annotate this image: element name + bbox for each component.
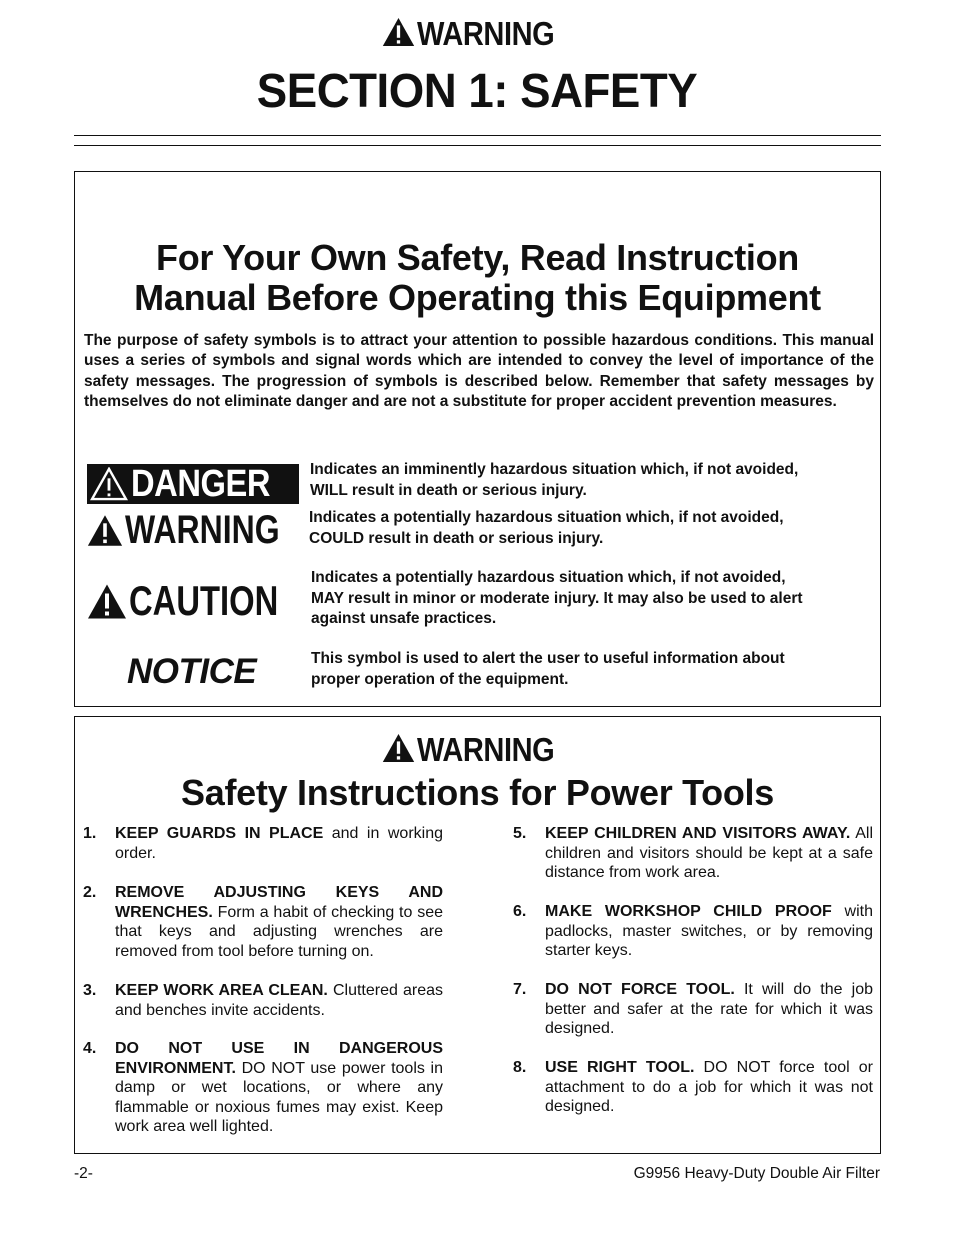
instruction-item-8 bbox=[513, 1058, 873, 1118]
item-number: 7. bbox=[513, 981, 527, 998]
power-tools-box bbox=[74, 716, 881, 1154]
section-title: SECTION 1: SAFETY bbox=[256, 65, 698, 118]
instruction-item-1 bbox=[83, 824, 443, 864]
caution-desc-line3: against unsafe practices. bbox=[311, 610, 497, 627]
warning-word: WARNING bbox=[125, 507, 280, 552]
instruction-item-2 bbox=[83, 883, 443, 963]
item-number: 1. bbox=[83, 825, 97, 842]
item-text: with padlocks, master switches, or by removing starter keys. bbox=[545, 903, 873, 960]
box2-warning-header bbox=[75, 730, 880, 770]
item-heading: MAKE WORKSHOP CHILD PROOF bbox=[545, 903, 832, 920]
item-text: It will do the job better and safer at the rate for which it was designed. bbox=[545, 981, 873, 1038]
item-number: 8. bbox=[513, 1059, 527, 1076]
notice-desc-line2: proper operation of the equipment. bbox=[311, 670, 569, 688]
box2-warning-word: WARNING bbox=[417, 731, 555, 768]
caution-triangle-icon bbox=[87, 583, 127, 620]
box1-warning-header bbox=[75, 14, 880, 54]
danger-label bbox=[87, 464, 299, 504]
item-text: All children and visitors should be kept at a safe distance from work area. bbox=[545, 825, 874, 882]
warning-desc-line1: Indicates a potentially hazardous situation which, if not avoided, bbox=[309, 509, 784, 526]
item-text: and in working order. bbox=[115, 825, 443, 862]
item-number: 4. bbox=[83, 1040, 97, 1057]
purpose-paragraph: The purpose of safety symbols is to attract your attention to possible hazardous conditions. This manual uses a series of symbols and signal words which are intended to convey the level of importance of the safety messages. The progression of symbols is described below. Remember that safety messages by themselves do not eliminate danger and are not a substitute for proper accident prevention measures. bbox=[84, 332, 874, 410]
danger-word: DANGER bbox=[131, 462, 271, 505]
instruction-item-3 bbox=[83, 981, 443, 1021]
footer-product-name: G9956 Heavy-Duty Double Air Filter bbox=[633, 1165, 880, 1182]
danger-desc-line1: Indicates an imminently hazardous situation which, if not avoided, bbox=[310, 461, 799, 478]
item-heading: KEEP CHILDREN AND VISITORS AWAY. bbox=[545, 825, 851, 842]
box2-title: Safety Instructions for Power Tools bbox=[181, 772, 774, 813]
box1-title-line2: Manual Before Operating this Equipment bbox=[134, 277, 821, 318]
item-number: 2. bbox=[83, 884, 97, 901]
item-number: 6. bbox=[513, 903, 527, 920]
title-rule-bottom bbox=[74, 145, 881, 146]
footer-page-number: -2- bbox=[74, 1165, 93, 1182]
item-heading: KEEP WORK AREA CLEAN. bbox=[115, 982, 328, 999]
notice-label: NOTICE bbox=[127, 652, 257, 691]
box1-title-line1: For Your Own Safety, Read Instruction bbox=[156, 237, 799, 278]
caution-description bbox=[311, 568, 803, 630]
caution-label bbox=[87, 577, 320, 625]
item-heading: REMOVE ADJUSTING KEYS AND WRENCHES. bbox=[115, 884, 443, 921]
item-text: Cluttered areas and benches invite accidents. bbox=[115, 982, 443, 1019]
caution-desc-line2: MAY result in minor or moderate injury. It may also be used to alert bbox=[311, 589, 803, 607]
instruction-item-6 bbox=[513, 902, 873, 962]
notice-description bbox=[311, 649, 785, 690]
danger-desc-line2: WILL result in death or serious injury. bbox=[310, 481, 587, 499]
warning-desc-line2: COULD result in death or serious injury. bbox=[309, 529, 604, 547]
danger-triangle-icon bbox=[90, 467, 128, 501]
danger-description bbox=[310, 460, 798, 501]
warning-triangle-icon bbox=[382, 17, 415, 47]
caution-word: CAUTION bbox=[129, 577, 279, 624]
title-rule-top bbox=[74, 135, 881, 136]
item-heading: DO NOT USE IN DANGEROUS ENVIRONMENT. bbox=[115, 1040, 443, 1077]
item-heading: KEEP GUARDS IN PLACE bbox=[115, 825, 324, 842]
caution-desc-line1: Indicates a potentially hazardous situation which, if not avoided, bbox=[311, 569, 786, 586]
warning-description bbox=[309, 508, 784, 549]
warning-label-triangle-icon bbox=[87, 514, 123, 547]
item-number: 5. bbox=[513, 825, 527, 842]
item-text: DO NOT force tool or attachment to do a job for which it was not designed. bbox=[545, 1059, 873, 1116]
instruction-item-5 bbox=[513, 824, 873, 884]
box1-warning-word: WARNING bbox=[417, 15, 555, 52]
item-text: Form a habit of checking to see that keys and adjusting wrenches are removed from tool before turning on. bbox=[115, 903, 443, 960]
instruction-item-7 bbox=[513, 980, 873, 1040]
item-text: DO NOT use power tools in damp or wet locations, or where any flammable or noxious fumes may exist. Keep work area well lighted. bbox=[115, 1059, 443, 1136]
item-number: 3. bbox=[83, 982, 97, 999]
item-heading: DO NOT FORCE TOOL. bbox=[545, 981, 735, 998]
warning-triangle-icon bbox=[382, 733, 415, 763]
notice-desc-line1: This symbol is used to alert the user to useful information about bbox=[311, 650, 785, 667]
instruction-item-4 bbox=[83, 1039, 443, 1139]
item-heading: USE RIGHT TOOL. bbox=[545, 1059, 695, 1076]
warning-label bbox=[87, 508, 318, 552]
